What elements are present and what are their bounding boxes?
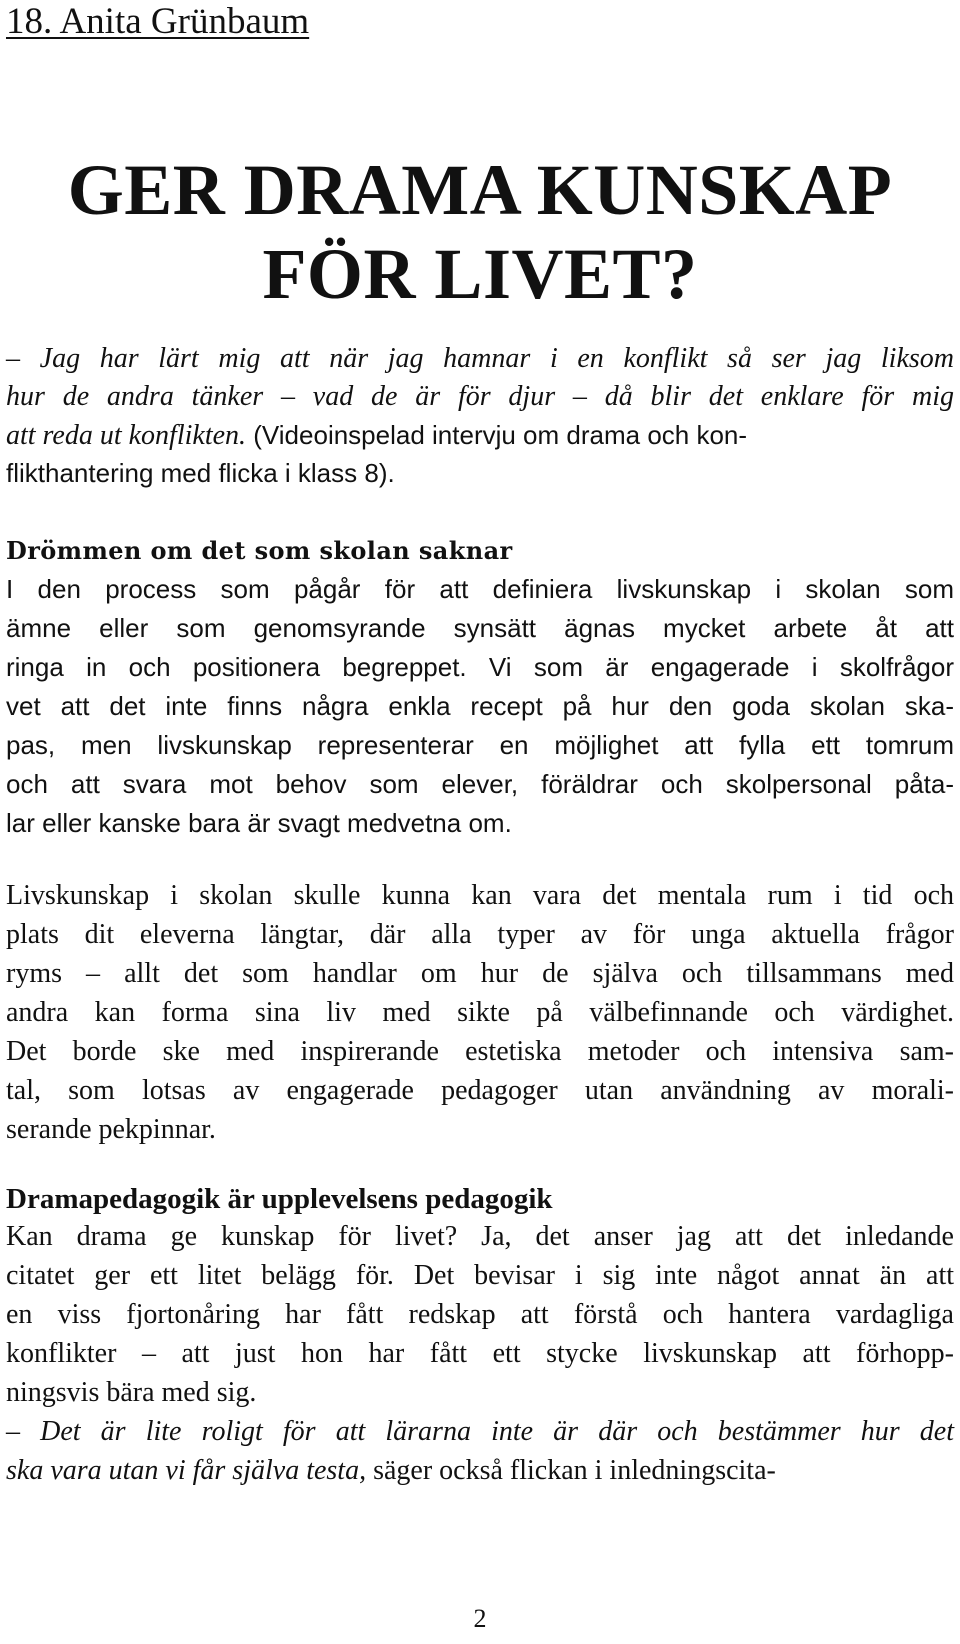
body-line: I den process som pågår för att definiera livskunskap i skolan som	[6, 574, 954, 604]
body-line: Livskunskap i skolan skulle kunna kan vara det mentala rum i tid och	[6, 880, 954, 911]
quote-line: – Det är lite roligt för att lärarna inte är där och bestämmer hur det	[6, 1416, 954, 1447]
body-line: en viss fjortonåring har fått redskap att förstå och hantera vardagliga	[6, 1299, 954, 1330]
body-line: konflikter – att just hon har fått ett stycke livskunskap att förhopp-	[6, 1338, 954, 1369]
body-line: plats dit eleverna längtar, där alla typer av för unga aktuella frågor	[6, 919, 954, 950]
section-heading: Dramapedagogik är upplevelsens pedagogik	[6, 1183, 553, 1215]
intro-line	[6, 416, 747, 455]
body-line: ningsvis bära med sig.	[6, 1377, 257, 1408]
title-line-1: GER DRAMA KUNSKAP	[67, 150, 893, 230]
intro-quote-end: att reda ut konflikten.	[6, 420, 247, 451]
intro-line: hur de andra tänker – vad de är för djur – då blir det enklare för mig	[6, 381, 954, 412]
chapter-heading: 18. Anita Grünbaum	[6, 1, 310, 42]
body-line: lar eller kanske bara är svagt medvetna om.	[6, 808, 512, 838]
body-line: ringa in och positionera begreppet. Vi som är engagerade i skolfrågor	[6, 652, 954, 682]
body-line: serande pekpinnar.	[6, 1114, 216, 1145]
section-heading: Drömmen om det som skolan saknar	[6, 536, 513, 565]
body-line: andra kan forma sina liv med sikte på välbefinnande och värdighet.	[6, 997, 954, 1028]
body-line: vet att det inte finns några enkla recept på hur den goda skolan ska-	[6, 691, 954, 721]
quote-attribution: säger också flickan i inledningscita-	[366, 1455, 776, 1486]
body-line: citatet ger ett litet belägg för. Det bevisar i sig inte något annat än att	[6, 1260, 954, 1291]
body-line: Kan drama ge kunskap för livet? Ja, det anser jag att det inledande	[6, 1221, 954, 1252]
quote-italic: ska vara utan vi får själva testa,	[6, 1455, 367, 1486]
body-line: ryms – allt det som handlar om hur de själva och tillsammans med	[6, 958, 954, 989]
body-line: tal, som lotsas av engagerade pedagoger utan användning av morali-	[6, 1075, 954, 1106]
quote-line	[6, 1452, 776, 1490]
page-title	[0, 148, 960, 316]
intro-source: (Videoinspelad intervju om drama och kon-	[246, 420, 748, 450]
body-line: ämne eller som genomsyrande synsätt ägnas mycket arbete åt att	[6, 613, 954, 643]
intro-line: – Jag har lärt mig att när jag hamnar i en konflikt så ser jag liksom	[6, 343, 954, 374]
title-line-2: FÖR LIVET?	[262, 234, 698, 314]
intro-line: flikthantering med flicka i klass 8).	[6, 458, 395, 488]
body-line: pas, men livskunskap representerar en möjlighet att fylla ett tomrum	[6, 730, 954, 760]
page-number: 2	[473, 1604, 487, 1633]
body-line: och att svara mot behov som elever, föräldrar och skolpersonal påta-	[6, 769, 954, 799]
body-line: Det borde ske med inspirerande estetiska metoder och intensiva sam-	[6, 1036, 954, 1067]
